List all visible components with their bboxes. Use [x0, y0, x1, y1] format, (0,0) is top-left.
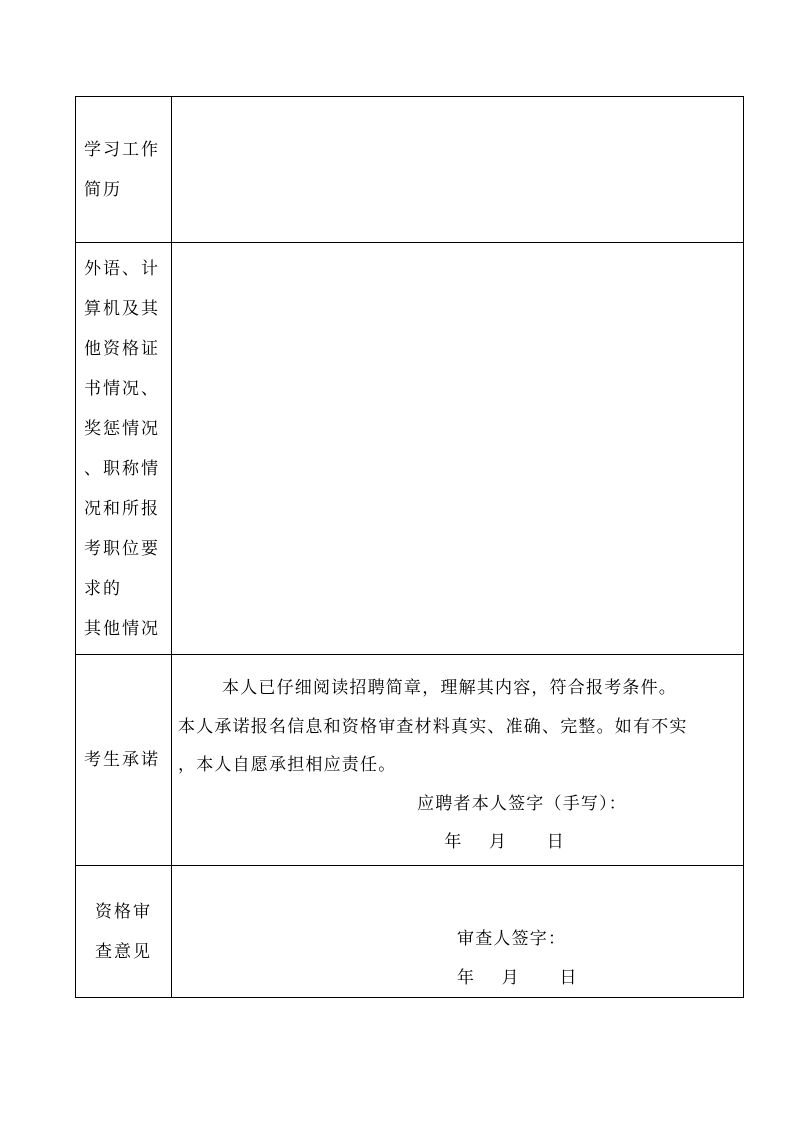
qualifications-label-line-1: 外语、计	[84, 258, 160, 279]
qualifications-row	[76, 243, 744, 655]
resume-content-cell[interactable]	[172, 97, 744, 243]
resume-row	[76, 97, 744, 243]
reviewer-signature-label: 审查人签字：	[457, 929, 567, 949]
qualifications-label-line-6: 、职称情	[84, 458, 160, 479]
qualifications-label-line-3: 他资格证	[84, 338, 160, 359]
qualifications-label-line-7: 况和所报	[84, 498, 160, 519]
resume-label-cell	[76, 97, 172, 243]
applicant-date-label: 年 月 日	[444, 832, 565, 852]
pledge-content-cell	[172, 655, 744, 866]
resume-label-line-2: 简历	[84, 179, 122, 200]
reviewer-date-label: 年 月 日	[457, 967, 578, 988]
application-form-table	[75, 96, 744, 998]
qualifications-label-line-10: 其他情况	[84, 618, 160, 639]
review-label-cell	[76, 866, 172, 998]
pledge-row	[76, 655, 744, 866]
qualifications-label-cell	[76, 243, 172, 655]
pledge-paragraph-2-line-2: ，本人自愿承担相应责任。	[178, 755, 397, 775]
qualifications-label-line-4: 书情况、	[84, 378, 160, 399]
pledge-label-cell	[76, 655, 172, 866]
review-label-line-1: 资格审	[95, 901, 152, 922]
resume-label-line-1: 学习工作	[84, 139, 160, 160]
pledge-paragraph-2-line-1: 本人承诺报名信息和资格审查材料真实、准确、完整。如有不实	[178, 716, 688, 737]
qualifications-label-line-5: 奖惩情况	[84, 418, 160, 439]
qualifications-content-cell[interactable]	[172, 243, 744, 655]
qualifications-label-line-2: 算机及其	[84, 298, 160, 319]
qualifications-label-line-9: 求的	[84, 578, 122, 599]
pledge-label: 考生承诺	[84, 750, 160, 770]
review-label-line-2: 查意见	[95, 941, 152, 962]
review-row	[76, 866, 744, 998]
applicant-signature-label: 应聘者本人签字（手写）：	[417, 793, 627, 814]
review-content-cell	[172, 866, 744, 998]
qualifications-label-line-8: 考职位要	[84, 538, 160, 559]
pledge-paragraph-1: 本人已仔细阅读招聘简章，理解其内容，符合报考条件。	[222, 678, 677, 698]
